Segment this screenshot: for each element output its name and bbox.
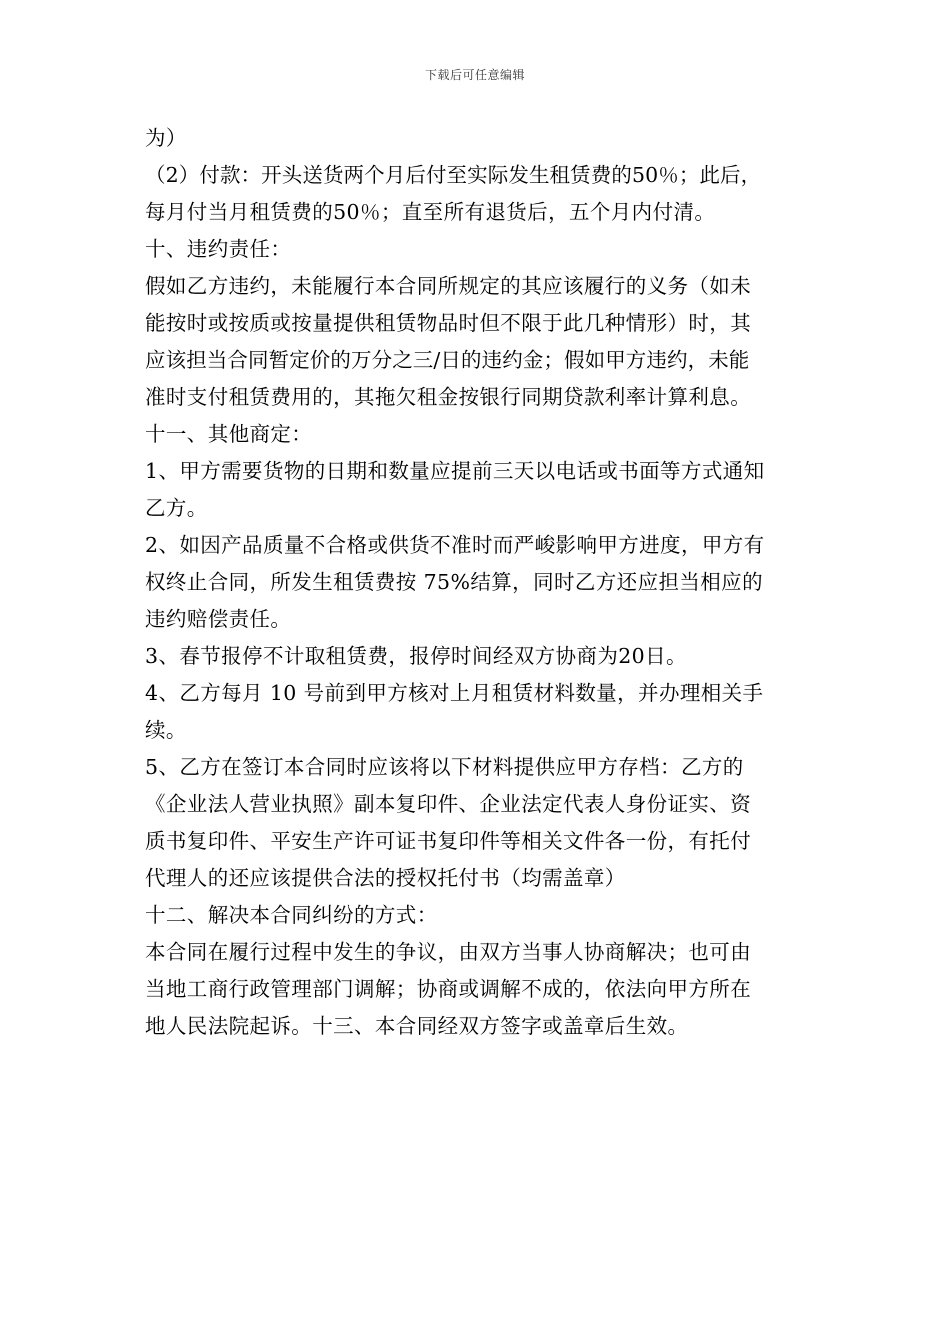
header-note: 下载后可任意编辑 bbox=[424, 68, 525, 82]
text-line: 《企业法人营业执照》副本复印件、企业法定代表人身份证实、资 bbox=[145, 792, 752, 816]
text-line: （2）付款：开头送货两个月后付至实际发生租赁费的50％；此后， bbox=[145, 163, 762, 187]
document-body bbox=[145, 120, 825, 1045]
text-line: 当地工商行政管理部门调解；协商或调解不成的，依法向甲方所在 bbox=[145, 977, 752, 1001]
text-line: 违约赔偿责任。 bbox=[145, 607, 292, 631]
text-line: 地人民法院起诉。十三、本合同经双方签字或盖章后生效。 bbox=[145, 1014, 689, 1038]
section-heading: 十一、其他商定： bbox=[145, 422, 313, 446]
text-line: 乙方。 bbox=[145, 496, 208, 520]
text-line: 质书复印件、平安生产许可证书复印件等相关文件各一份，有托付 bbox=[145, 829, 752, 853]
section-heading: 十二、解决本合同纠纷的方式： bbox=[145, 903, 438, 927]
text-line: 本合同在履行过程中发生的争议，由双方当事人协商解决；也可由 bbox=[145, 940, 752, 964]
text-line: 每月付当月租赁费的50％；直至所有退货后，五个月内付清。 bbox=[145, 200, 716, 224]
text-line: 假如乙方违约，未能履行本合同所规定的其应该履行的义务（如未 bbox=[145, 274, 752, 298]
text-line: 1、甲方需要货物的日期和数量应提前三天以电话或书面等方式通知 bbox=[145, 459, 765, 483]
text-line: 3、春节报停不计取租赁费，报停时间经双方协商为20日。 bbox=[145, 644, 687, 668]
text-line: 为） bbox=[145, 126, 187, 150]
text-line: 能按时或按质或按量提供租赁物品时但不限于此几种情形）时，其 bbox=[145, 311, 752, 335]
text-line: 应该担当合同暂定价的万分之三/日的违约金；假如甲方违约，未能 bbox=[145, 348, 750, 372]
section-heading: 十、违约责任： bbox=[145, 237, 292, 261]
text-line: 5、乙方在签订本合同时应该将以下材料提供应甲方存档：乙方的 bbox=[145, 755, 744, 779]
text-line: 代理人的还应该提供合法的授权托付书（均需盖章） bbox=[145, 866, 626, 890]
text-line: 权终止合同，所发生租赁费按 75%结算，同时乙方还应担当相应的 bbox=[145, 570, 763, 594]
text-line: 4、乙方每月 10 号前到甲方核对上月租赁材料数量，并办理相关手 bbox=[145, 681, 764, 705]
text-line: 2、如因产品质量不合格或供货不准时而严峻影响甲方进度，甲方有 bbox=[145, 533, 765, 557]
text-line: 续。 bbox=[145, 718, 187, 742]
text-line: 准时支付租赁费用的，其拖欠租金按银行同期贷款利率计算利息。 bbox=[145, 385, 752, 409]
